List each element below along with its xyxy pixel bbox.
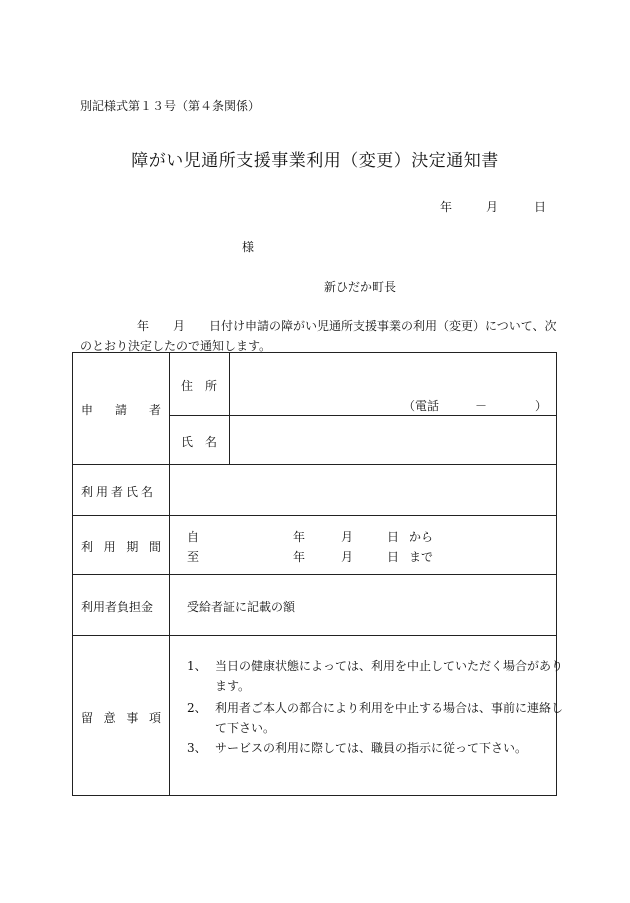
note-number: 3、 [187,741,207,755]
period-from-suffix: から [409,530,434,544]
label-char: 利 [81,540,94,554]
note-number: 2、 [187,701,207,715]
issue-date-month: 月 [486,200,499,214]
label-char: 期 [126,540,139,554]
period-from-day: 日 [387,530,400,544]
notes-label [81,709,161,726]
note-text: 当日の健康状態によっては、利用を中止していただく場合があり [215,659,564,673]
period-from-year: 年 [293,530,306,544]
row-divider [73,515,556,516]
issuer: 新ひだか町長 [324,280,397,294]
note-text: サービスの利用に際しては、職員の指示に従って下さい。 [215,741,528,755]
issue-date-day: 日 [534,200,547,214]
note-number: 1、 [187,659,207,673]
row-divider [73,464,556,465]
user-name-label: 利用者氏名 [81,485,157,499]
label-char: 意 [103,711,116,725]
label-char: 者 [148,403,161,417]
document-title: 障がい児通所支援事業利用（変更）決定通知書 [131,151,499,171]
intro-line-1 [80,317,557,334]
label-char: 留 [81,711,94,725]
note-text: 利用者ご本人の都合により利用を中止する場合は、事前に連絡し [215,701,564,715]
column-divider [229,353,230,464]
note-text: て下さい。 [215,721,276,735]
label-char: 間 [148,540,161,554]
period-to-year: 年 [293,550,306,564]
burden-value: 受給者証に記載の額 [187,600,296,614]
decision-table [72,352,564,796]
row-divider [169,415,556,416]
column-divider [169,353,170,795]
burden-label: 利用者負担金 [81,600,154,614]
label-char: 事 [126,711,139,725]
issue-date-year: 年 [440,200,453,214]
period-to-prefix: 至 [187,550,200,564]
intro-line-2: のとおり決定したので通知します。 [80,339,272,353]
label-char: 用 [103,540,116,554]
period-from-month: 月 [341,530,354,544]
label-char: 請 [114,403,127,417]
period-from-prefix: 自 [187,530,200,544]
period-to-suffix: まで [409,550,434,564]
addressee-suffix: 様 [242,240,255,254]
intro-text: 日付け申請の障がい児通所支援事業の利用（変更）について、次 [209,319,557,333]
form-number: 別記様式第１３号（第４条関係） [80,99,261,113]
issue-date [440,198,546,215]
phone-field: （電話 － ） [403,399,548,413]
row-divider [73,574,556,575]
note-text: ます。 [215,679,251,693]
intro-year: 年 [137,319,150,333]
period-to-day: 日 [387,550,400,564]
row-divider [73,635,556,636]
name-label: 氏 名 [181,435,218,449]
applicant-label [81,401,161,418]
label-char: 項 [148,711,161,725]
period-label [81,538,161,555]
period-to-month: 月 [341,550,354,564]
address-label: 住 所 [181,379,218,393]
intro-month: 月 [173,319,186,333]
label-char: 申 [81,403,94,417]
